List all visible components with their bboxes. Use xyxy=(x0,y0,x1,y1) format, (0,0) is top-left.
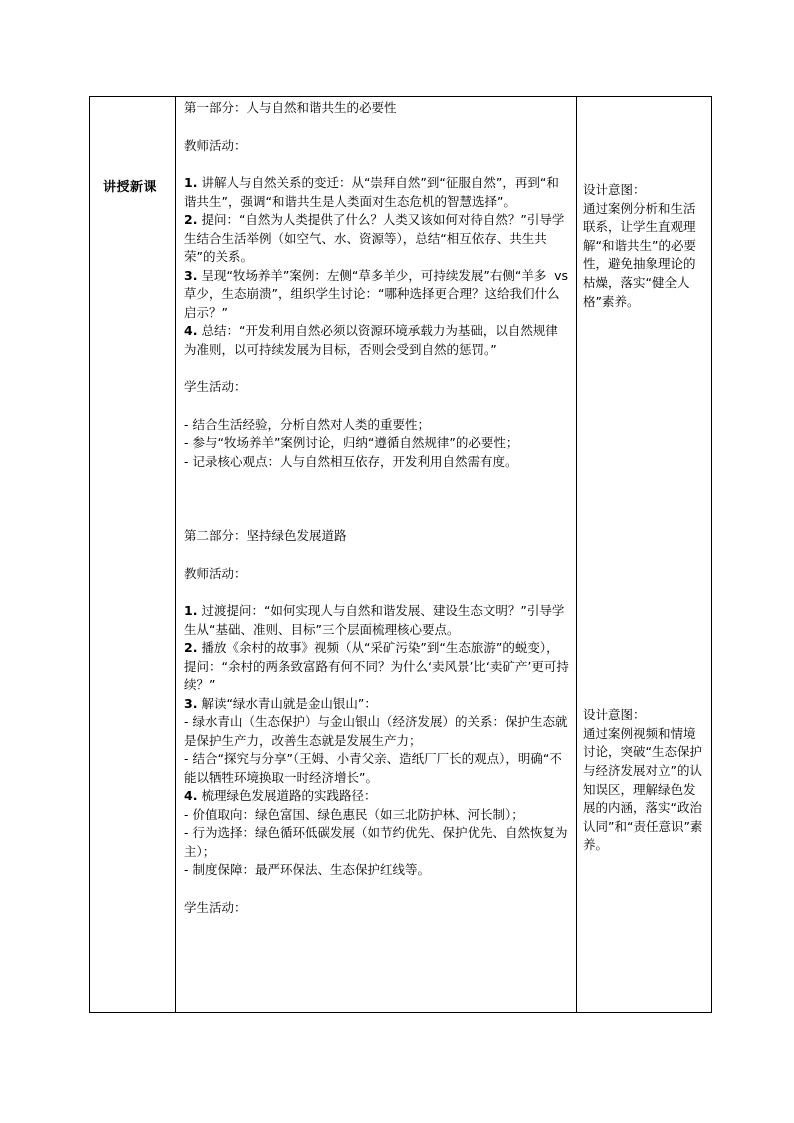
section-label: 讲授新课 xyxy=(103,180,158,195)
part1-student-item: - 参与“牧场养羊”案例讨论，归纳“遵循自然规律”的必要性； xyxy=(184,435,519,450)
part1-item-4: 4. 总结：“开发利用自然必须以资源环境承载力为基础，以自然规律为准则，以可持续发展为目标，否则会受到自然的惩罚。” xyxy=(184,323,558,357)
part2-subitem: - 制度保障：最严环保法、生态保护红线等。 xyxy=(184,862,430,877)
table-row xyxy=(90,97,712,1013)
part2-title: 第二部分：坚持绿色发展道路 xyxy=(184,528,347,543)
design2-text: 通过案例视频和情境讨论，突破“生态保护与经济发展对立”的认知误区，理解绿色发展的内涵，落实“政治认同”和“责任意识”素养。 xyxy=(583,725,703,853)
design1-heading: 设计意图： xyxy=(583,182,646,197)
part1-student-heading: 学生活动： xyxy=(184,379,247,394)
content-cell xyxy=(176,97,577,1013)
part2-subitem: - 结合“探究与分享”（王姆、小青父亲、造纸厂厂长的观点），明确“不能以牺牲环境换取一时经济增长”。 xyxy=(184,751,562,785)
part2-item-1: 1. 过渡提问：“如何实现人与自然和谐发展、建设生态文明？”引导学生从“基础、准则、目标”三个层面梳理核心要点。 xyxy=(184,603,565,637)
part1-item-2: 2. 提问：“自然为人类提供了什么？人类又该如何对待自然？”引导学生结合生活举例（如空气、水、资源等），总结“相互依存、共生共荣”的关系。 xyxy=(184,212,565,264)
part2-teacher-heading: 教师活动： xyxy=(184,565,247,581)
design2-heading: 设计意图： xyxy=(583,707,646,723)
section-label-cell xyxy=(90,97,176,1013)
part1-student-item: - 结合生活经验，分析自然对人类的重要性； xyxy=(184,416,430,432)
part1-student-item: - 记录核心观点：人与自然相互依存，开发利用自然需有度。 xyxy=(184,453,518,469)
part1-title: 第一部分：人与自然和谐共生的必要性 xyxy=(184,100,397,115)
part2-item-3: 3. 解读“绿水青山就是金山银山”： xyxy=(184,695,377,711)
part2-subitem: - 行为选择：绿色循环低碳发展（如节约优先、保护优先、自然恢复为主）； xyxy=(184,825,568,859)
part1-teacher-heading: 教师活动： xyxy=(184,137,247,153)
part2-subitem: - 绿水青山（生态保护）与金山银山（经济发展）的关系：保护生态就是保护生产力，改善生态就是发展生产力； xyxy=(184,714,568,748)
part2-student-heading: 学生活动： xyxy=(184,899,247,915)
part2-item-2: 2. 播放《余村的故事》视频（从“采矿污染”到“生态旅游”的蜕变），提问：“余村的两条致富路有何不同？为什么‘卖风景’比‘卖矿产’更可持续？” xyxy=(184,640,569,692)
lesson-table xyxy=(89,96,712,1013)
design1-text: 通过案例分析和生活联系，让学生直观理解“和谐共生”的必要性，避免抽象理论的枯燥，落实“健全人格”素养。 xyxy=(583,200,696,309)
part2-subitem: - 价值取向：绿色富国、绿色惠民（如三北防护林、河长制）； xyxy=(184,806,524,822)
part1-item-3: 3. 呈现“牧场养羊”案例：左侧“草多羊少，可持续发展” vs 右侧“羊多草少，生态崩溃”，组织学生讨论：“哪种选择更合理？这给我们什么启示？” xyxy=(184,267,568,320)
part2-item-4: 4. 梳理绿色发展道路的实践路径： xyxy=(184,788,377,803)
design-intent-cell xyxy=(577,97,712,1013)
part1-item-1: 1. 讲解人与自然关系的变迁：从“崇拜自然”到“征服自然”，再到“和谐共生”，强调“和谐共生是人类面对生态危机的智慧选择”。 xyxy=(184,175,559,209)
